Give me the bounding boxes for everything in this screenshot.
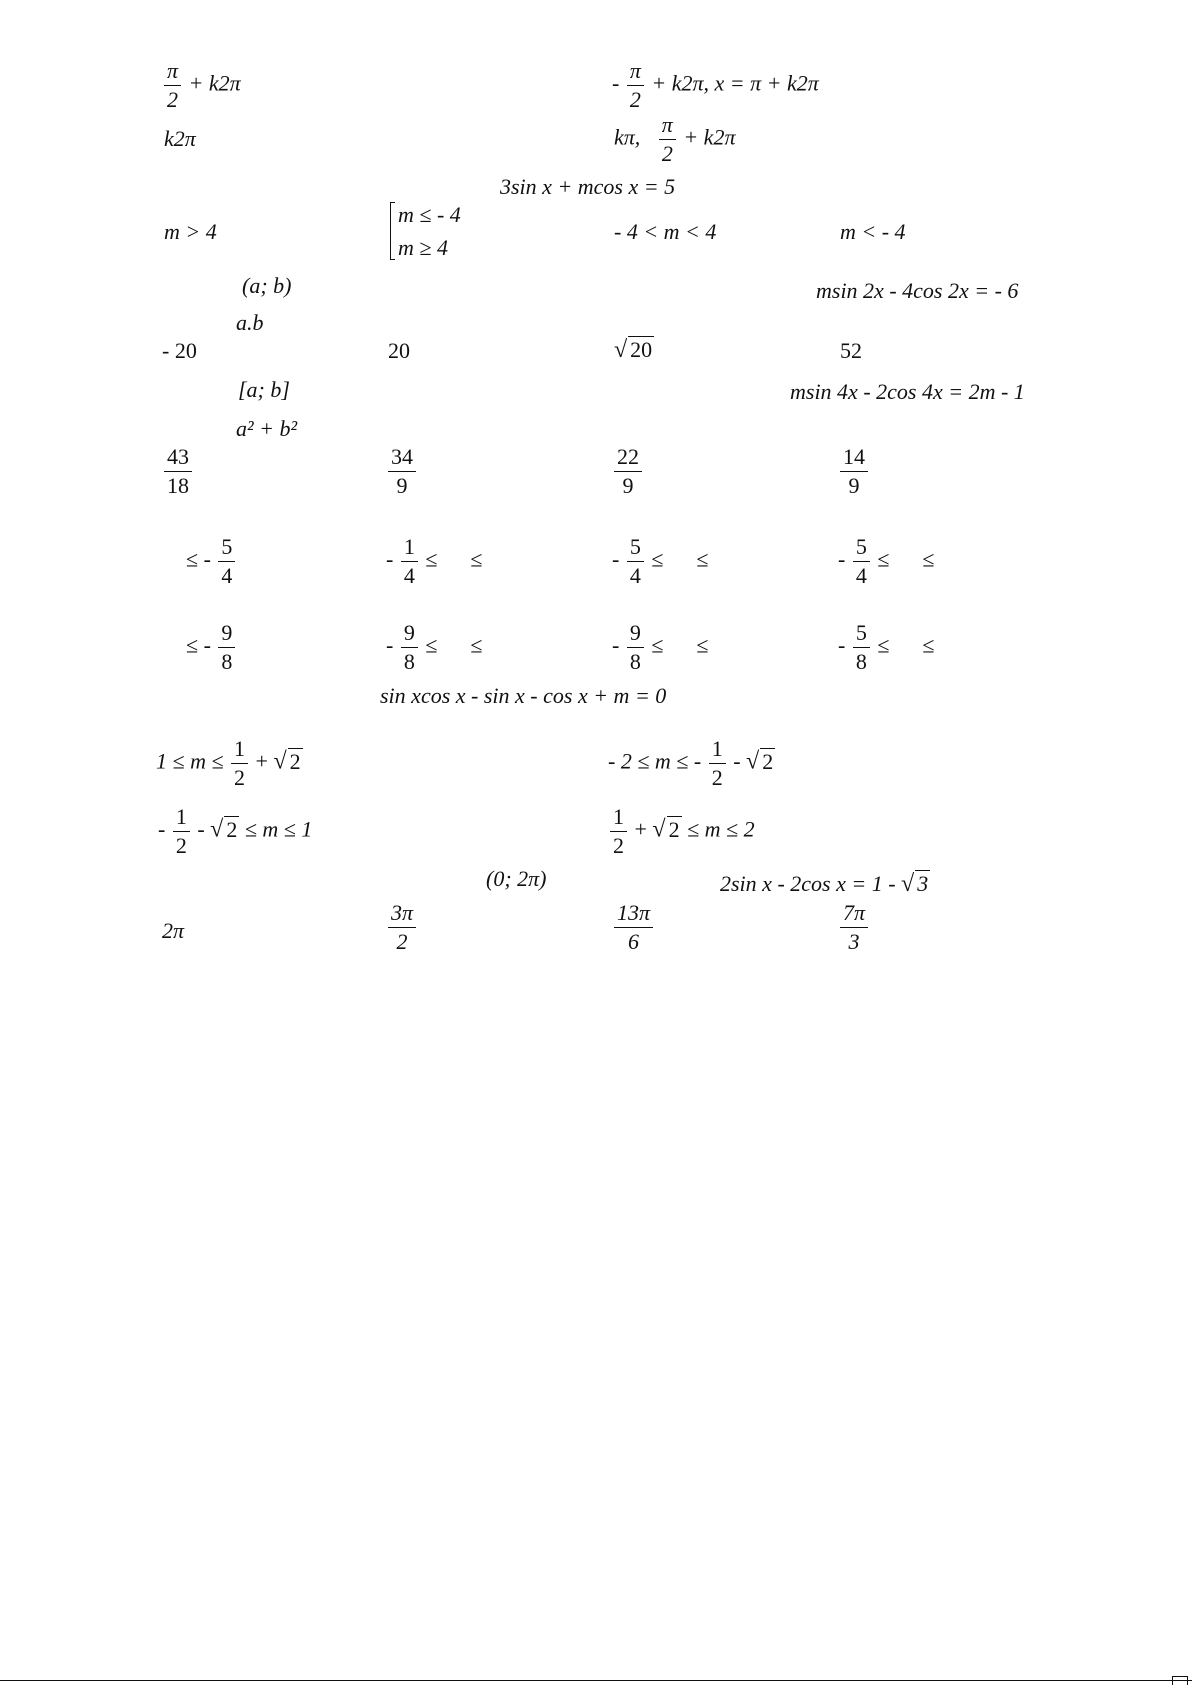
fraction-numerator: 5 — [218, 536, 235, 562]
page-corner-mark — [1172, 1676, 1188, 1685]
q7-equation: sin xcos x - sin x - cos x + m = 0 — [380, 683, 667, 708]
fraction-denominator: 4 — [221, 563, 233, 588]
q4-option-c — [612, 446, 644, 497]
q2-option-d: m < - 4 — [840, 219, 906, 244]
q8-option-d — [838, 902, 870, 953]
option-sign: - — [158, 816, 166, 842]
q3-product: a.b — [236, 310, 264, 335]
sqrt-icon: √ — [901, 871, 915, 897]
q5-option-b — [386, 536, 482, 587]
sqrt-icon: √ — [652, 816, 666, 843]
sqrt-icon: √ — [614, 337, 628, 363]
q3-equation: msin 2x - 4cos 2x = - 6 — [816, 278, 1019, 303]
fraction-denominator: 2 — [396, 929, 408, 954]
fraction-numerator: 5 — [853, 536, 870, 562]
fraction-numerator: 14 — [840, 446, 868, 472]
option-sign: + — [255, 748, 268, 774]
q1-option-b — [612, 60, 819, 111]
radicand: 2 — [289, 748, 301, 774]
fraction-denominator: 9 — [622, 473, 634, 498]
fraction-denominator: 8 — [629, 649, 641, 674]
q4-option-d — [838, 446, 870, 497]
q1-option-c: k2π — [164, 126, 196, 151]
option-sign: - — [838, 632, 846, 658]
option-text: kπ, — [614, 124, 641, 150]
fraction-numerator: 1 — [610, 806, 627, 832]
fraction-numerator: 5 — [853, 622, 870, 648]
sqrt-icon: √ — [746, 748, 760, 775]
radicand: 3 — [917, 871, 929, 896]
option-sign: - — [386, 632, 394, 658]
q3-option-c — [614, 336, 654, 363]
fraction-numerator: 22 — [614, 446, 642, 472]
fraction-denominator: 2 — [661, 141, 673, 166]
radicand: 2 — [762, 748, 774, 774]
q4-option-a — [162, 446, 194, 497]
option-sign: + — [634, 816, 647, 842]
q8-option-c — [612, 902, 655, 953]
system-bracket — [390, 202, 391, 260]
fraction-denominator: 8 — [403, 649, 415, 674]
fraction-numerator: π — [627, 60, 644, 86]
fraction-denominator: 3 — [848, 929, 860, 954]
option-sign: - — [612, 632, 620, 658]
option-sign: - — [612, 546, 620, 572]
fraction-denominator: 2 — [711, 765, 723, 790]
fraction-numerator: π — [659, 114, 676, 140]
q3-option-a: - 20 — [162, 338, 197, 363]
q2-option-c: - 4 < m < 4 — [614, 219, 717, 244]
fraction-numerator: 9 — [401, 622, 418, 648]
option-text: + k2π — [188, 70, 241, 96]
fraction-denominator: 9 — [848, 473, 860, 498]
option-text: ≤ ≤ — [425, 632, 483, 658]
q3-option-d: 52 — [840, 338, 862, 363]
option-sign: ≤ - — [186, 632, 211, 658]
q3-interval: (a; b) — [242, 273, 292, 298]
fraction-denominator: 2 — [167, 87, 179, 112]
option-text: + k2π, x = π + k2π — [651, 70, 819, 96]
q2-option-a: m > 4 — [164, 219, 217, 244]
option-text: ≤ m ≤ 1 — [244, 816, 313, 842]
option-text: - 2 ≤ m ≤ - — [608, 748, 702, 774]
sqrt-icon: √ — [210, 816, 224, 843]
q2-equation: 3sin x + mcos x = 5 — [500, 174, 676, 199]
fraction-numerator: 1 — [401, 536, 418, 562]
q4-equation: msin 4x - 2cos 4x = 2m - 1 — [790, 379, 1025, 404]
fraction-numerator: 9 — [218, 622, 235, 648]
fraction-numerator: 7π — [840, 902, 868, 928]
q7-option-a — [156, 738, 303, 789]
q8-option-b — [386, 902, 418, 953]
fraction-denominator: 18 — [167, 473, 189, 498]
fraction-denominator: 8 — [855, 649, 867, 674]
option-text: + k2π — [683, 124, 736, 150]
option-text: ≤ ≤ — [877, 546, 935, 572]
q8-option-a: 2π — [162, 918, 185, 943]
fraction-denominator: 4 — [629, 563, 641, 588]
fraction-denominator: 2 — [613, 833, 624, 858]
option-text: 1 ≤ m ≤ — [156, 748, 224, 774]
q1-option-a — [162, 60, 241, 111]
fraction-numerator: π — [164, 60, 181, 86]
fraction-numerator: 3π — [388, 902, 416, 928]
q6-option-c — [612, 622, 708, 673]
q8-equation — [720, 870, 930, 897]
q2-option-b-top: m ≤ - 4 — [398, 202, 461, 227]
radicand: 20 — [630, 337, 653, 362]
fraction-numerator: 1 — [709, 738, 726, 764]
q4-interval: [a; b] — [238, 377, 290, 402]
fraction-denominator: 4 — [855, 563, 867, 588]
q5-option-a — [186, 536, 237, 587]
fraction-denominator: 2 — [629, 87, 641, 112]
fraction-numerator: 43 — [164, 446, 192, 472]
option-text: ≤ m ≤ 2 — [687, 816, 755, 842]
option-sign: - — [733, 748, 741, 774]
option-sign: - — [197, 816, 205, 842]
fraction-numerator: 1 — [231, 738, 248, 764]
fraction-numerator: 13π — [614, 902, 653, 928]
fraction-denominator: 2 — [234, 765, 246, 790]
q6-option-d — [838, 622, 934, 673]
q7-option-d — [608, 806, 755, 857]
option-text: ≤ ≤ — [425, 546, 483, 572]
q3-option-b: 20 — [388, 338, 410, 363]
fraction-denominator: 4 — [403, 563, 415, 588]
fraction-numerator: 34 — [388, 446, 416, 472]
option-sign: ≤ - — [186, 546, 211, 572]
sqrt-icon: √ — [273, 748, 287, 775]
q7-option-c — [158, 806, 312, 857]
q1-option-d — [614, 114, 735, 165]
radicand: 2 — [226, 816, 238, 842]
option-text: ≤ ≤ — [651, 546, 709, 572]
q5-option-c — [612, 536, 708, 587]
q2-option-b-bottom: m ≥ 4 — [398, 235, 448, 260]
option-sign: - — [838, 546, 846, 572]
q7-option-b — [608, 738, 775, 789]
fraction-numerator: 1 — [173, 806, 190, 832]
equation-text: 2sin x - 2cos x = 1 - — [720, 871, 896, 896]
q6-option-b — [386, 622, 482, 673]
fraction-denominator: 8 — [221, 649, 233, 674]
q5-option-d — [838, 536, 934, 587]
radicand: 2 — [668, 816, 680, 842]
fraction-denominator: 2 — [175, 833, 187, 858]
q4-expression: a² + b² — [236, 416, 298, 441]
fraction-denominator: 6 — [628, 929, 640, 954]
option-sign: - — [386, 546, 394, 572]
fraction-numerator: 5 — [627, 536, 644, 562]
q6-option-a — [186, 622, 237, 673]
option-text: ≤ ≤ — [651, 632, 709, 658]
option-text: ≤ ≤ — [877, 632, 935, 658]
fraction-denominator: 9 — [396, 473, 408, 498]
page-bottom-rule — [0, 1680, 1192, 1681]
q8-interval: (0; 2π) — [486, 866, 547, 891]
q4-option-b — [386, 446, 418, 497]
fraction-numerator: 9 — [627, 622, 644, 648]
option-sign: - — [612, 70, 620, 96]
